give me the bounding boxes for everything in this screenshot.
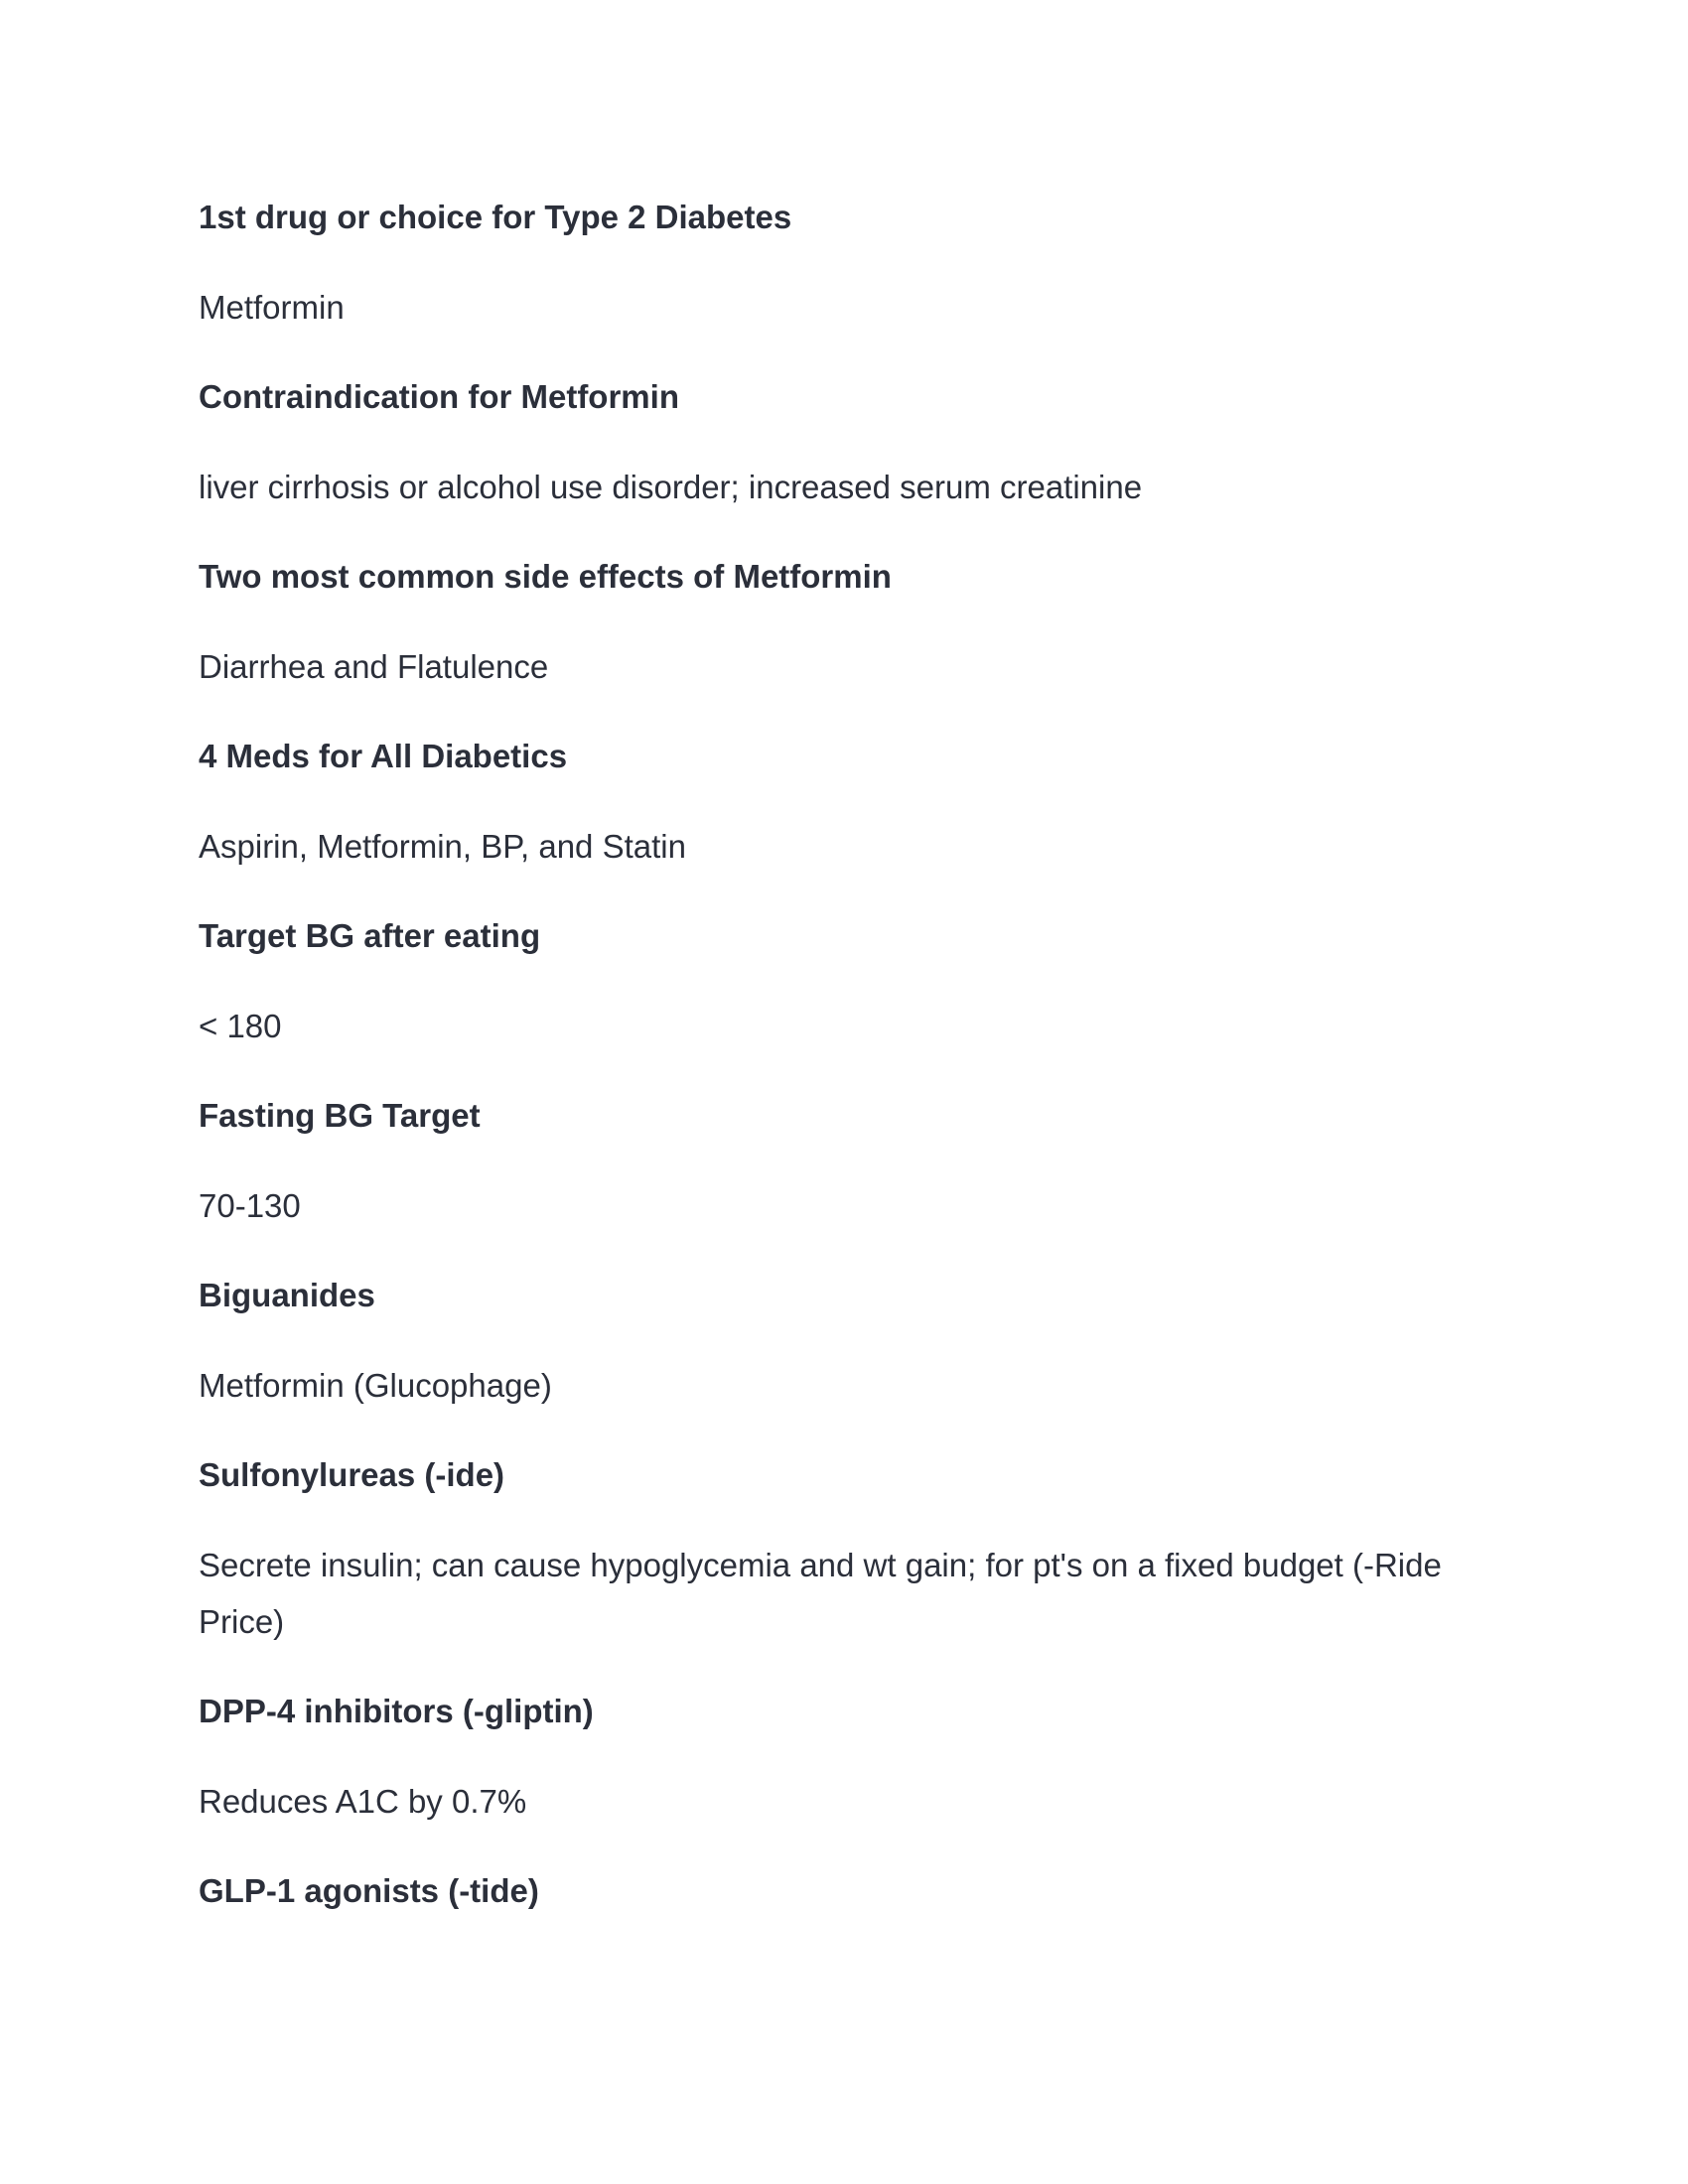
flashcard-page <box>199 189 1489 1953</box>
card-term: Two most common side effects of Metformin <box>199 558 892 595</box>
card-entry <box>199 1446 1489 1650</box>
card-definition: Metformin <box>199 289 345 326</box>
card-definition: Diarrhea and Flatulence <box>199 648 549 685</box>
card-definition: liver cirrhosis or alcohol use disorder; increased serum creatinine <box>199 469 1143 505</box>
card-entry <box>199 368 1489 515</box>
card-definition: Metformin (Glucophage) <box>199 1367 552 1404</box>
card-definition: < 180 <box>199 1008 282 1044</box>
card-term: Fasting BG Target <box>199 1097 481 1134</box>
card-entry <box>199 728 1489 875</box>
card-entry <box>199 907 1489 1054</box>
card-term: Contraindication for Metformin <box>199 378 679 415</box>
card-entry <box>199 189 1489 336</box>
card-term: GLP-1 agonists (-tide) <box>199 1872 539 1909</box>
card-entry <box>199 1087 1489 1234</box>
card-definition: Reduces A1C by 0.7% <box>199 1783 527 1820</box>
card-term: 1st drug or choice for Type 2 Diabetes <box>199 199 792 235</box>
card-entry <box>199 1267 1489 1414</box>
card-entry <box>199 1683 1489 1830</box>
card-term: 4 Meds for All Diabetics <box>199 738 568 774</box>
card-entry <box>199 1862 1489 1920</box>
card-definition: Secrete insulin; can cause hypoglycemia and wt gain; for pt's on a fixed budget (-Ride Price) <box>199 1547 1442 1640</box>
card-definition: 70-130 <box>199 1187 301 1224</box>
card-term: DPP-4 inhibitors (-gliptin) <box>199 1693 594 1729</box>
card-term: Biguanides <box>199 1277 375 1313</box>
card-term: Target BG after eating <box>199 917 541 954</box>
card-definition: Aspirin, Metformin, BP, and Statin <box>199 828 686 865</box>
card-term: Sulfonylureas (-ide) <box>199 1456 505 1493</box>
card-entry <box>199 548 1489 695</box>
